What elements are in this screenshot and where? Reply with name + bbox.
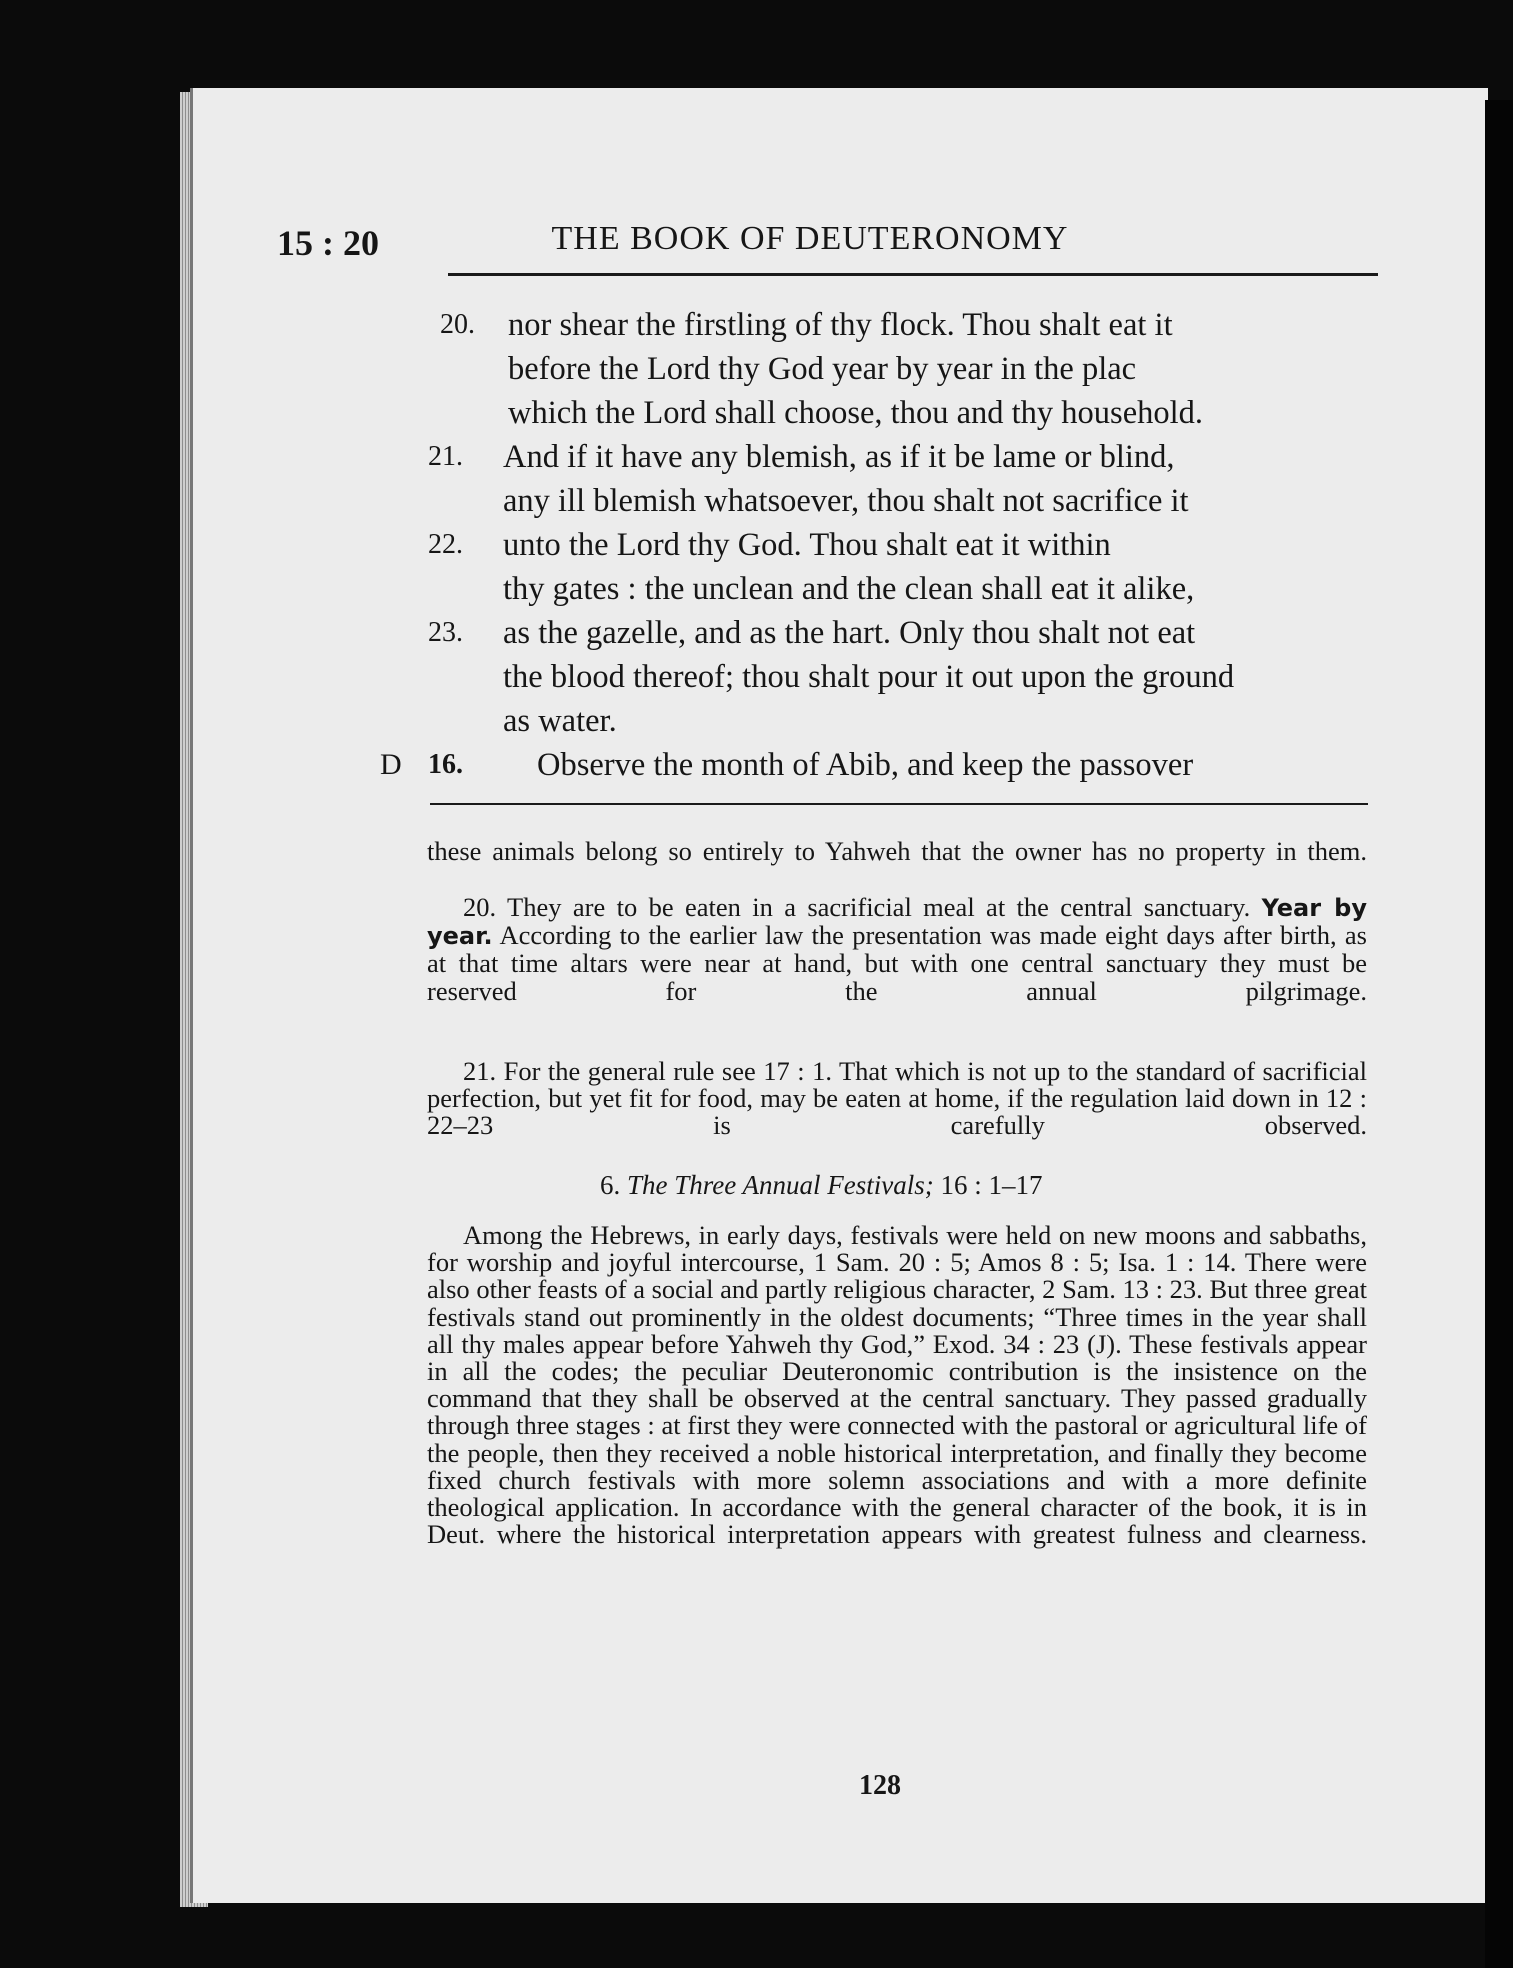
verse-number: 20. [440, 309, 475, 340]
verse-line: unto the Lord thy God. Thou shalt eat it within [503, 527, 1111, 563]
verse-line: nor shear the firstling of thy flock. Thou shalt eat it [508, 307, 1173, 343]
verse-line: the blood thereof; thou shalt pour it out upon the ground [503, 659, 1235, 695]
verse-number: 22. [428, 529, 463, 560]
commentary-paragraph: 21. For the general rule see 17 : 1. That which is not up to the standard of sacrificial perfection, but yet fit for food, may be eaten at home, if the regulation laid down in 12 : 22–23 is carefully observed. [427, 1056, 1368, 1141]
text-notes-divider [430, 803, 1368, 805]
verse-line: which the Lord shall choose, thou and thy household. [508, 395, 1204, 431]
note-verse-number: 20. [463, 892, 497, 922]
facing-page-shadow [1485, 100, 1513, 1968]
page-title: THE BOOK OF DEUTERONOMY [551, 220, 1069, 257]
note-verse-number: 21. [463, 1056, 497, 1086]
verse-line: Observe the month of Abib, and keep the passover [537, 747, 1194, 783]
verse-line: as the gazelle, and as the hart. Only thou shalt not eat [503, 615, 1196, 651]
header-rule [448, 273, 1378, 276]
verse-line: any ill blemish whatsoever, thou shalt not sacrifice it [503, 483, 1189, 519]
chapter-verse-ref: 15 : 20 [277, 223, 379, 263]
verse-line: as water. [503, 703, 617, 739]
verse-line: before the Lord thy God year by year in the plac [508, 351, 1137, 387]
page-number: 128 [859, 1770, 901, 1801]
note-keyword: Year by year. [427, 894, 1367, 951]
verse-line: And if it have any blemish, as if it be lame or blind, [503, 439, 1175, 475]
commentary-paragraph: these animals belong so entirely to Yahweh that the owner has no property in them. [427, 836, 1367, 866]
commentary-paragraph: Among the Hebrews, in early days, festivals were held on new moons and sabbaths, for worship and joyful intercourse, 1 Sam. 20 : 5; Amos 8 : 5; Isa. 1 : 14. There were also other feasts of a social and partly religious character, 2 Sam. 13 : 23. But three great festivals stand out prominently in the oldest documents; “Three times in the year shall all thy males appear before Yahweh thy God,” Exod. 34 : 23 (J). These festivals appear in all the codes; the peculiar Deuteronomic contribution is the insistence on the command that they shall be observed at the central sanctuary. They passed gradually through three stages : at first they were connected with the pastoral or agricultural life of the people, then they received a noble historical interpretation, and finally they become fixed church festivals with more solemn associations and with a more definite theological application. In accordance with the general character of the book, it is in Deut. where the historical interpretation appears with greatest fulness and clearness. [427, 1220, 1367, 1550]
commentary-paragraph: 20. They are to be eaten in a sacrificial meal at the central sanctuary. Year by year. According to the earlier law the presentation was made eight days after birth, as at that time altars were near at hand, but with one central sanctuary they must be reserved for the annual pilgrimage. [427, 892, 1367, 1006]
verse-line: thy gates : the unclean and the clean shall eat it alike, [503, 571, 1195, 607]
verse-number: 23. [428, 617, 463, 648]
running-header [240, 220, 1380, 270]
section-heading: 6. The Three Annual Festivals; 16 : 1–17 [600, 1170, 1043, 1200]
verse-number: 21. [428, 441, 463, 472]
chapter-number: 16. [428, 749, 463, 780]
source-marker: D [380, 748, 402, 781]
